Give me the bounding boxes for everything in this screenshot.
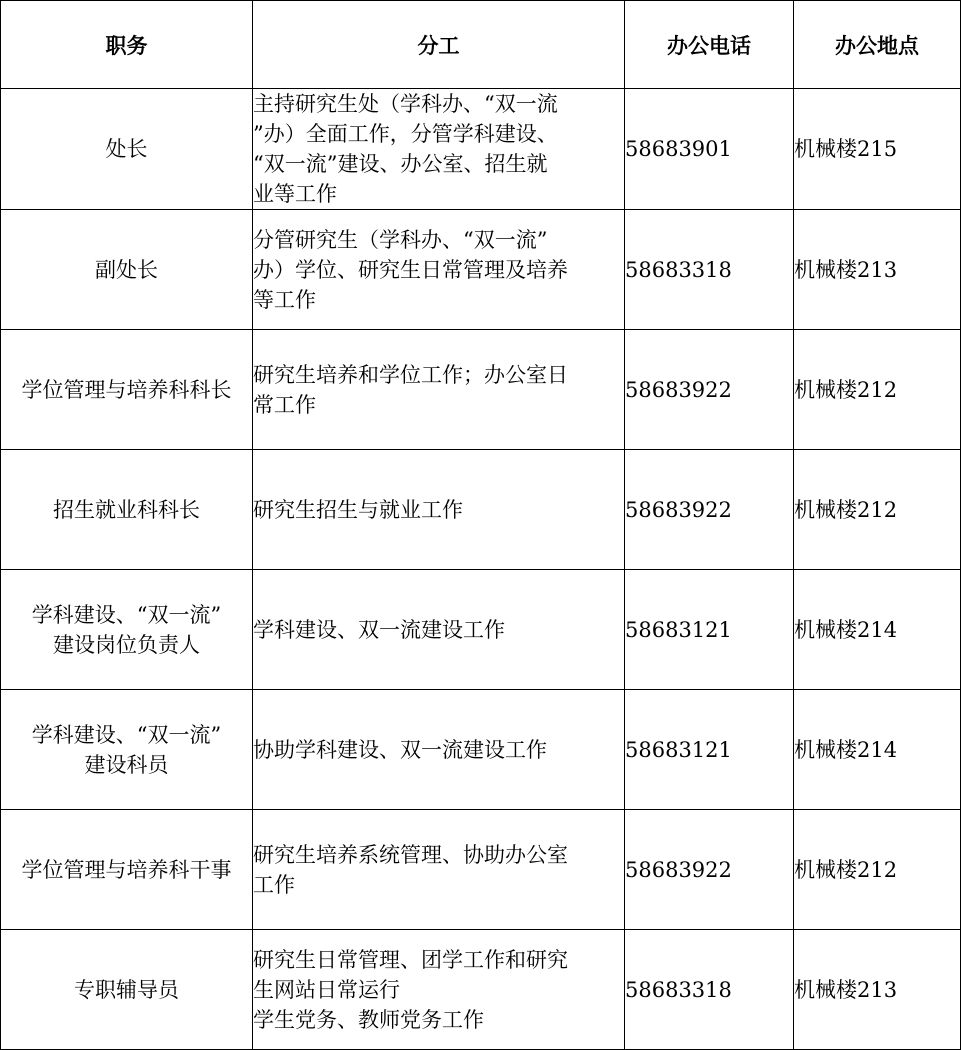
cell-duty	[253, 330, 625, 450]
cell-phone: 58683922	[625, 330, 794, 450]
cell-title	[1, 450, 253, 570]
cell-location: 机械楼215	[794, 89, 961, 210]
cell-phone: 58683318	[625, 930, 794, 1050]
cell-location: 机械楼213	[794, 930, 961, 1050]
header-location: 办公地点	[794, 1, 961, 89]
cell-phone: 58683318	[625, 210, 794, 330]
cell-duty-line: 等工作	[253, 287, 316, 312]
cell-location: 机械楼212	[794, 330, 961, 450]
cell-title-line: 建设科员	[84, 752, 169, 777]
cell-phone: 58683121	[625, 570, 794, 690]
cell-phone: 58683922	[625, 810, 794, 930]
cell-title	[1, 89, 253, 210]
table-row	[1, 810, 961, 930]
cell-title	[1, 690, 253, 810]
cell-duty-line: 学科建设、双一流建设工作	[253, 617, 505, 642]
cell-duty-line: 办）学位、研究生日常管理及培养	[253, 257, 568, 282]
cell-location: 机械楼212	[794, 810, 961, 930]
cell-duty	[253, 810, 625, 930]
cell-duty	[253, 210, 625, 330]
cell-location: 机械楼213	[794, 210, 961, 330]
cell-duty-line: 业等工作	[253, 182, 337, 206]
cell-title-line: 专职辅导员	[74, 977, 179, 1002]
cell-title	[1, 330, 253, 450]
cell-location: 机械楼212	[794, 450, 961, 570]
cell-title	[1, 810, 253, 930]
cell-title-line: 学科建设、“双一流”	[31, 602, 222, 627]
cell-duty	[253, 930, 625, 1050]
header-duty: 分工	[253, 1, 625, 89]
cell-phone: 58683901	[625, 89, 794, 210]
cell-location: 机械楼214	[794, 570, 961, 690]
table-row	[1, 690, 961, 810]
cell-duty-line: 分管研究生（学科办、“双一流”	[253, 227, 548, 252]
table-row	[1, 89, 961, 210]
table-row	[1, 570, 961, 690]
cell-phone: 58683922	[625, 450, 794, 570]
header-phone: 办公电话	[625, 1, 794, 89]
cell-title-line: 学位管理与培养科科长	[21, 377, 232, 402]
cell-duty-line: 生网站日常运行	[253, 977, 400, 1002]
cell-duty-line: ”办）全面工作，分管学科建设、	[253, 122, 558, 146]
cell-duty	[253, 89, 625, 210]
header-title: 职务	[1, 1, 253, 89]
cell-duty-line: 研究生日常管理、团学工作和研究	[253, 947, 568, 972]
header-row	[1, 1, 961, 89]
table-row	[1, 330, 961, 450]
cell-duty-line: 常工作	[253, 392, 316, 417]
cell-duty-line: “双一流”建设、办公室、招生就	[253, 152, 548, 176]
cell-title-line: 学位管理与培养科干事	[21, 857, 232, 882]
cell-duty	[253, 450, 625, 570]
cell-phone: 58683121	[625, 690, 794, 810]
cell-title-line: 学科建设、“双一流”	[31, 722, 222, 747]
cell-title	[1, 930, 253, 1050]
cell-title-line: 建设岗位负责人	[53, 632, 200, 657]
cell-duty	[253, 690, 625, 810]
table-row	[1, 210, 961, 330]
table-body	[1, 89, 961, 1050]
table-header	[1, 1, 961, 89]
table-row	[1, 930, 961, 1050]
cell-title-line: 处长	[105, 137, 148, 161]
cell-duty-line: 主持研究生处（学科办、“双一流	[253, 92, 558, 116]
table-row	[1, 450, 961, 570]
cell-duty-line: 协助学科建设、双一流建设工作	[253, 737, 547, 762]
cell-title	[1, 570, 253, 690]
cell-duty-line: 研究生培养系统管理、协助办公室	[253, 842, 568, 867]
cell-duty-line: 工作	[253, 872, 295, 897]
cell-location: 机械楼214	[794, 690, 961, 810]
cell-title-line: 招生就业科科长	[53, 497, 200, 522]
cell-duty	[253, 570, 625, 690]
cell-duty-line: 研究生招生与就业工作	[253, 497, 463, 522]
cell-duty-line: 研究生培养和学位工作；办公室日	[253, 362, 568, 387]
cell-title-line: 副处长	[95, 257, 158, 282]
cell-duty-line: 学生党务、教师党务工作	[253, 1007, 484, 1032]
cell-title	[1, 210, 253, 330]
